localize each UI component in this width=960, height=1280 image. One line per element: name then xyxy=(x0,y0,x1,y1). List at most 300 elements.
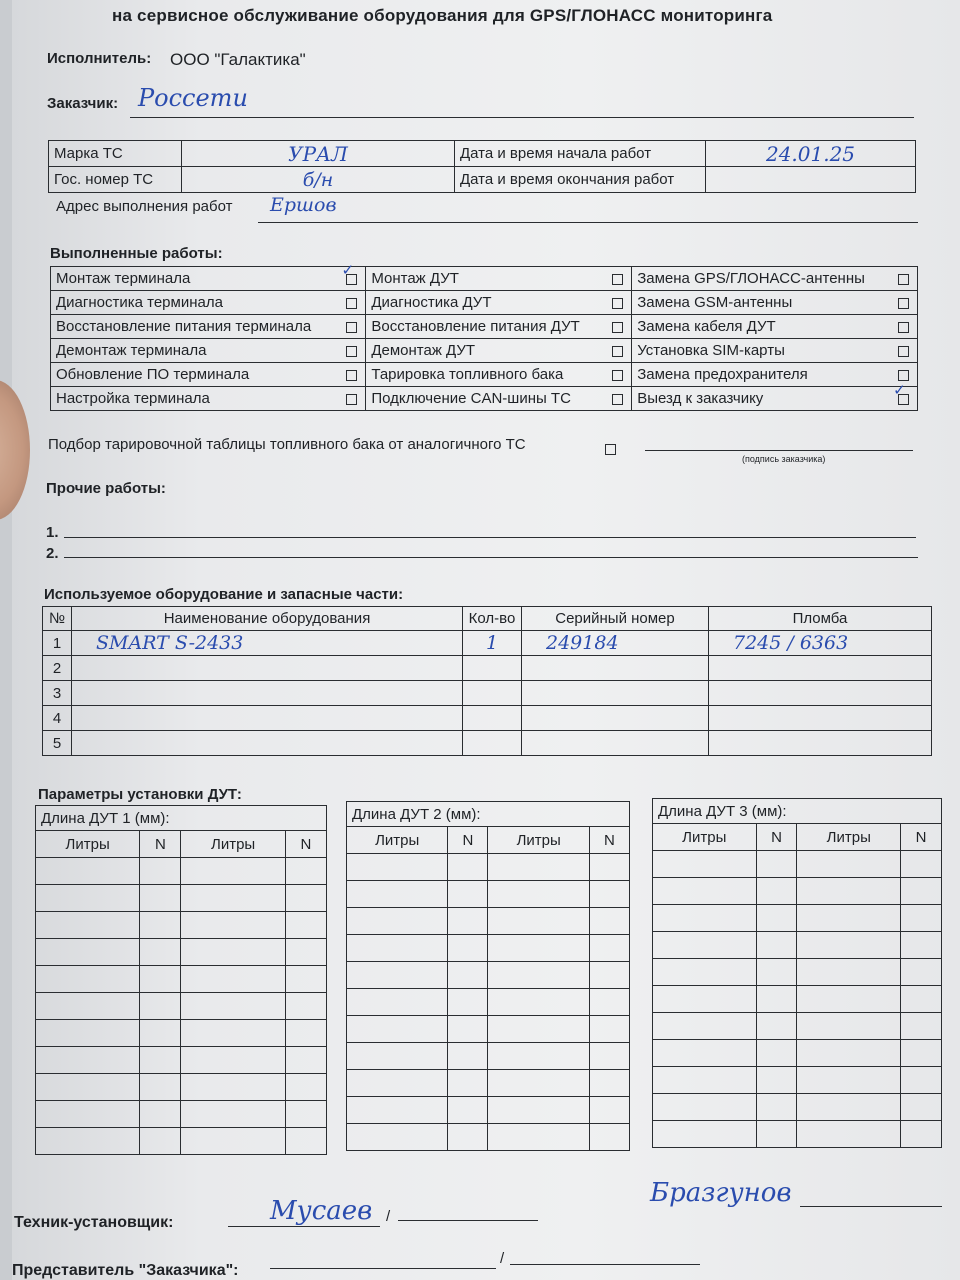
dut-header: N xyxy=(901,824,942,851)
work-checkbox[interactable] xyxy=(890,267,917,291)
dut-cell[interactable] xyxy=(347,989,448,1016)
work-label: Диагностика ДУТ xyxy=(366,291,605,315)
dut-cell[interactable] xyxy=(448,908,488,935)
work-checkbox[interactable] xyxy=(890,339,917,363)
dut-table-3 xyxy=(652,798,942,1148)
dut-cell[interactable] xyxy=(756,905,797,932)
checkmark-icon: ✓ xyxy=(341,262,355,279)
equip-cell-name[interactable] xyxy=(72,706,463,731)
dut-header: Литры xyxy=(488,827,589,854)
plate-label: Гос. номер ТС xyxy=(49,167,182,193)
dut-cell[interactable] xyxy=(285,1101,326,1128)
dut-header: Литры xyxy=(347,827,448,854)
checkbox-icon[interactable] xyxy=(898,298,909,309)
dut-cell[interactable] xyxy=(181,1101,285,1128)
work-checkbox[interactable] xyxy=(604,267,631,291)
dut-row xyxy=(347,1097,630,1124)
dut-cell[interactable] xyxy=(181,1020,285,1047)
customer-sign-line[interactable] xyxy=(645,450,913,451)
checkbox-icon[interactable] xyxy=(612,346,623,357)
dut-cell[interactable] xyxy=(140,858,181,885)
work-label: Восстановление питания ДУТ xyxy=(366,315,605,339)
dut-cell[interactable] xyxy=(448,1016,488,1043)
dut-cell[interactable] xyxy=(488,989,589,1016)
other-work-2-line[interactable] xyxy=(64,557,918,558)
second-sign-line[interactable] xyxy=(800,1206,942,1207)
dut-row xyxy=(653,932,942,959)
dut-cell[interactable] xyxy=(488,962,589,989)
dut-cell[interactable] xyxy=(140,885,181,912)
equip-cell-name[interactable]: SMART S-2433 xyxy=(72,631,463,656)
dut-cell[interactable] xyxy=(36,1101,140,1128)
dut-cell[interactable] xyxy=(797,1013,901,1040)
dut-cell[interactable] xyxy=(797,932,901,959)
work-checkbox[interactable] xyxy=(890,382,917,411)
dut-row xyxy=(653,1013,942,1040)
dut-table-1 xyxy=(35,805,327,1155)
works-heading: Выполненные работы: xyxy=(50,245,223,262)
technician-slash: / xyxy=(386,1208,391,1225)
equipment-table xyxy=(42,606,932,756)
equip-header-serial: Серийный номер xyxy=(522,607,709,631)
dut-cell[interactable] xyxy=(488,854,589,881)
table-row xyxy=(43,631,932,656)
dut-cell[interactable] xyxy=(285,858,326,885)
address-value[interactable]: Ершов xyxy=(270,194,337,216)
dut-cell[interactable] xyxy=(756,1040,797,1067)
dut-cell[interactable] xyxy=(901,986,942,1013)
checkbox-icon[interactable] xyxy=(898,346,909,357)
dut-cell[interactable] xyxy=(347,854,448,881)
equip-cell-seal[interactable] xyxy=(709,731,932,756)
dut-cell[interactable] xyxy=(488,1070,589,1097)
equip-header-number: № xyxy=(43,607,72,631)
dut-row xyxy=(653,851,942,878)
end-label: Дата и время окончания работ xyxy=(455,167,706,193)
executor-value: ООО "Галактика" xyxy=(170,50,306,69)
dut-cell[interactable] xyxy=(36,1128,140,1155)
work-label: Восстановление питания терминала xyxy=(51,315,339,339)
executor-label: Исполнитель: xyxy=(47,50,152,67)
checkbox-icon[interactable] xyxy=(898,274,909,285)
dut-cell[interactable] xyxy=(797,1067,901,1094)
equip-cell-qty[interactable] xyxy=(463,656,522,681)
dut-cell[interactable] xyxy=(181,966,285,993)
work-label: Установка SIM-карты xyxy=(632,339,890,363)
dut-cell[interactable] xyxy=(181,1074,285,1101)
dut-cell[interactable] xyxy=(756,986,797,1013)
dut-cell[interactable] xyxy=(285,1047,326,1074)
dut-cell[interactable] xyxy=(347,1097,448,1124)
checkbox-icon[interactable] xyxy=(898,322,909,333)
table-row xyxy=(43,656,932,681)
dut-cell[interactable] xyxy=(756,932,797,959)
dut-cell[interactable] xyxy=(797,986,901,1013)
start-label: Дата и время начала работ xyxy=(455,141,706,167)
dut-cell[interactable] xyxy=(901,1094,942,1121)
dut-cell[interactable] xyxy=(488,908,589,935)
checkbox-icon[interactable] xyxy=(346,298,357,309)
representative-slash: / xyxy=(500,1250,505,1267)
dut-cell[interactable] xyxy=(140,1020,181,1047)
equip-header-name: Наименование оборудования xyxy=(72,607,463,631)
dut-cell[interactable] xyxy=(36,1074,140,1101)
dut-cell[interactable] xyxy=(140,939,181,966)
dut-row xyxy=(36,1101,327,1128)
dut-cell[interactable] xyxy=(347,1043,448,1070)
checkbox-icon[interactable] xyxy=(612,274,623,285)
dut-cell[interactable] xyxy=(36,966,140,993)
dut-cell[interactable] xyxy=(347,1124,448,1151)
dut-cell[interactable] xyxy=(653,1013,757,1040)
dut-cell[interactable] xyxy=(756,1121,797,1148)
dut-header: N xyxy=(756,824,797,851)
calibration-checkbox[interactable] xyxy=(605,441,616,459)
dut-cell[interactable] xyxy=(285,993,326,1020)
work-checkbox[interactable] xyxy=(604,339,631,363)
dut-cell[interactable] xyxy=(901,1121,942,1148)
dut-cell[interactable] xyxy=(285,939,326,966)
work-label: Монтаж терминала xyxy=(51,267,339,291)
dut-cell[interactable] xyxy=(448,854,488,881)
dut-cell[interactable] xyxy=(36,912,140,939)
table-row xyxy=(43,731,932,756)
work-checkbox[interactable] xyxy=(604,387,631,411)
dut-cell[interactable] xyxy=(797,905,901,932)
checkbox-icon[interactable] xyxy=(346,394,357,405)
dut-row xyxy=(347,989,630,1016)
dut-cell[interactable] xyxy=(653,959,757,986)
dut-cell[interactable] xyxy=(181,993,285,1020)
dut-cell[interactable] xyxy=(285,1128,326,1155)
dut-cell[interactable] xyxy=(285,885,326,912)
dut-cell[interactable] xyxy=(901,878,942,905)
equip-cell-seal[interactable]: 7245 / 6363 xyxy=(709,631,932,656)
dut-cell[interactable] xyxy=(589,854,629,881)
work-label: Тарировка топливного бака xyxy=(366,363,605,387)
dut-cell[interactable] xyxy=(347,935,448,962)
dut-cell[interactable] xyxy=(285,1074,326,1101)
dut-table-2 xyxy=(346,801,630,1151)
vehicle-table xyxy=(48,140,916,193)
plate-value[interactable]: б/н xyxy=(182,167,455,193)
dut-cell[interactable] xyxy=(797,878,901,905)
checkbox-icon[interactable] xyxy=(612,298,623,309)
dut-heading: Параметры установки ДУТ: xyxy=(38,786,242,803)
equip-cell-n: 5 xyxy=(43,731,72,756)
dut-row xyxy=(653,1094,942,1121)
dut-cell[interactable] xyxy=(589,908,629,935)
dut-cell[interactable] xyxy=(653,986,757,1013)
checkbox-icon[interactable] xyxy=(612,370,623,381)
equip-cell-name[interactable] xyxy=(72,731,463,756)
dut-cell[interactable] xyxy=(901,1013,942,1040)
equip-cell-name[interactable] xyxy=(72,656,463,681)
dut-cell[interactable] xyxy=(653,905,757,932)
dut-cell[interactable] xyxy=(488,1016,589,1043)
dut-row xyxy=(347,1070,630,1097)
work-checkbox[interactable] xyxy=(339,262,366,291)
dut-cell[interactable] xyxy=(589,1043,629,1070)
dut-title: Длина ДУТ 1 (мм): xyxy=(36,806,327,831)
dut-header: Литры xyxy=(36,831,140,858)
dut-cell[interactable] xyxy=(448,962,488,989)
works-table xyxy=(50,262,918,411)
dut-row xyxy=(653,878,942,905)
dut-cell[interactable] xyxy=(181,1128,285,1155)
checkbox-icon[interactable] xyxy=(898,370,909,381)
checkbox-icon[interactable] xyxy=(612,394,623,405)
dut-cell[interactable] xyxy=(140,1047,181,1074)
dut-cell[interactable] xyxy=(448,989,488,1016)
dut-cell[interactable] xyxy=(901,851,942,878)
dut-row xyxy=(36,1128,327,1155)
dut-cell[interactable] xyxy=(488,1043,589,1070)
dut-cell[interactable] xyxy=(36,993,140,1020)
dut-row xyxy=(653,905,942,932)
work-label: Подключение CAN-шины ТС xyxy=(366,387,605,411)
dut-cell[interactable] xyxy=(347,908,448,935)
dut-header: N xyxy=(140,831,181,858)
dut-row xyxy=(653,1067,942,1094)
start-value[interactable]: 24.01.25 xyxy=(706,141,916,167)
work-label: Замена GSM-антенны xyxy=(632,291,890,315)
dut-cell[interactable] xyxy=(756,1094,797,1121)
checkbox-icon[interactable] xyxy=(346,322,357,333)
table-row xyxy=(43,706,932,731)
calibration-label: Подбор тарировочной таблицы топливного бака от аналогичного ТС xyxy=(48,436,526,453)
dut-cell[interactable] xyxy=(589,881,629,908)
dut-row xyxy=(36,1020,327,1047)
dut-row xyxy=(347,1043,630,1070)
equip-cell-seal[interactable] xyxy=(709,681,932,706)
address-label: Адрес выполнения работ xyxy=(56,198,233,215)
work-checkbox[interactable] xyxy=(339,363,366,387)
dut-cell[interactable] xyxy=(901,932,942,959)
dut-cell[interactable] xyxy=(448,1043,488,1070)
representative-name-line[interactable] xyxy=(510,1264,700,1265)
dut-cell[interactable] xyxy=(756,878,797,905)
dut-cell[interactable] xyxy=(181,885,285,912)
dut-row xyxy=(36,885,327,912)
dut-cell[interactable] xyxy=(36,885,140,912)
dut-cell[interactable] xyxy=(36,1020,140,1047)
dut-cell[interactable] xyxy=(653,851,757,878)
dut-cell[interactable] xyxy=(589,1016,629,1043)
address-underline xyxy=(258,222,918,223)
dut-cell[interactable] xyxy=(797,959,901,986)
customer-underline xyxy=(130,117,914,118)
dut-row xyxy=(347,881,630,908)
dut-cell[interactable] xyxy=(589,1070,629,1097)
work-checkbox[interactable] xyxy=(339,339,366,363)
dut-row xyxy=(347,908,630,935)
dut-cell[interactable] xyxy=(653,1067,757,1094)
dut-row xyxy=(653,1040,942,1067)
dut-row xyxy=(653,1121,942,1148)
brand-label: Марка ТС xyxy=(49,141,182,167)
dut-cell[interactable] xyxy=(448,1097,488,1124)
work-label: Демонтаж терминала xyxy=(51,339,339,363)
equip-cell-serial[interactable]: 249184 xyxy=(522,631,709,656)
equip-cell-n: 2 xyxy=(43,656,72,681)
checkbox-icon[interactable] xyxy=(346,346,357,357)
dut-cell[interactable] xyxy=(140,1074,181,1101)
dut-row xyxy=(347,935,630,962)
dut-row xyxy=(347,854,630,881)
dut-title: Длина ДУТ 2 (мм): xyxy=(347,802,630,827)
dut-cell[interactable] xyxy=(488,935,589,962)
equip-cell-serial[interactable] xyxy=(522,731,709,756)
dut-cell[interactable] xyxy=(140,966,181,993)
dut-header: N xyxy=(589,827,629,854)
dut-header: Литры xyxy=(181,831,285,858)
dut-row xyxy=(653,986,942,1013)
work-checkbox[interactable] xyxy=(339,291,366,315)
dut-cell[interactable] xyxy=(347,881,448,908)
second-technician-signature: Бразгунов xyxy=(650,1178,792,1208)
dut-cell[interactable] xyxy=(653,932,757,959)
dut-cell[interactable] xyxy=(140,912,181,939)
dut-cell[interactable] xyxy=(448,1124,488,1151)
equip-cell-n: 1 xyxy=(43,631,72,656)
brand-value[interactable]: УРАЛ xyxy=(182,141,455,167)
technician-sign-line[interactable] xyxy=(228,1226,380,1227)
work-checkbox[interactable] xyxy=(604,315,631,339)
dut-cell[interactable] xyxy=(448,935,488,962)
dut-cell[interactable] xyxy=(901,1040,942,1067)
dut-cell[interactable] xyxy=(653,878,757,905)
equip-cell-serial[interactable] xyxy=(522,681,709,706)
dut-cell[interactable] xyxy=(756,1013,797,1040)
dut-cell[interactable] xyxy=(589,962,629,989)
dut-row xyxy=(36,858,327,885)
work-checkbox[interactable] xyxy=(604,291,631,315)
dut-header: N xyxy=(285,831,326,858)
dut-cell[interactable] xyxy=(448,1070,488,1097)
dut-row xyxy=(653,959,942,986)
work-checkbox[interactable] xyxy=(339,315,366,339)
customer-sign-caption: (подпись заказчика) xyxy=(742,454,826,464)
document-title: на сервисное обслуживание оборудования для GPS/ГЛОНАСС мониторинга xyxy=(112,6,773,25)
dut-cell[interactable] xyxy=(285,966,326,993)
dut-cell[interactable] xyxy=(589,1124,629,1151)
dut-cell[interactable] xyxy=(901,959,942,986)
table-row xyxy=(43,681,932,706)
dut-header: Литры xyxy=(797,824,901,851)
dut-cell[interactable] xyxy=(181,912,285,939)
dut-cell[interactable] xyxy=(347,962,448,989)
dut-row xyxy=(36,1074,327,1101)
customer-value[interactable]: Россети xyxy=(138,84,248,112)
other-work-2-number: 2. xyxy=(46,545,59,562)
dut-cell[interactable] xyxy=(140,1128,181,1155)
technician-signature: Мусаев xyxy=(270,1196,373,1226)
work-checkbox[interactable] xyxy=(604,363,631,387)
dut-cell[interactable] xyxy=(285,912,326,939)
dut-cell[interactable] xyxy=(181,1047,285,1074)
equip-cell-name[interactable] xyxy=(72,681,463,706)
end-value[interactable] xyxy=(706,167,916,193)
dut-cell[interactable] xyxy=(589,989,629,1016)
checkbox-icon[interactable] xyxy=(346,370,357,381)
dut-cell[interactable] xyxy=(140,1101,181,1128)
equip-cell-qty[interactable] xyxy=(463,706,522,731)
work-checkbox[interactable] xyxy=(890,315,917,339)
dut-cell[interactable] xyxy=(181,858,285,885)
dut-cell[interactable] xyxy=(756,959,797,986)
equip-cell-n: 4 xyxy=(43,706,72,731)
equip-cell-seal[interactable] xyxy=(709,706,932,731)
dut-row xyxy=(36,993,327,1020)
dut-cell[interactable] xyxy=(347,1070,448,1097)
dut-row xyxy=(36,939,327,966)
dut-cell[interactable] xyxy=(36,858,140,885)
dut-cell[interactable] xyxy=(797,851,901,878)
dut-cell[interactable] xyxy=(140,993,181,1020)
equip-cell-serial[interactable] xyxy=(522,656,709,681)
dut-cell[interactable] xyxy=(901,905,942,932)
representative-sign-line[interactable] xyxy=(270,1268,496,1269)
dut-cell[interactable] xyxy=(653,1094,757,1121)
dut-row xyxy=(36,912,327,939)
work-checkbox[interactable] xyxy=(339,387,366,411)
dut-cell[interactable] xyxy=(488,881,589,908)
dut-row xyxy=(36,1047,327,1074)
dut-cell[interactable] xyxy=(797,1040,901,1067)
dut-row xyxy=(347,962,630,989)
work-label: Замена GPS/ГЛОНАСС-антенны xyxy=(632,267,890,291)
dut-cell[interactable] xyxy=(36,939,140,966)
dut-cell[interactable] xyxy=(756,851,797,878)
dut-row xyxy=(36,966,327,993)
dut-cell[interactable] xyxy=(36,1047,140,1074)
dut-cell[interactable] xyxy=(488,1124,589,1151)
work-label: Обновление ПО терминала xyxy=(51,363,339,387)
work-label: Настройка терминала xyxy=(51,387,339,411)
equip-cell-serial[interactable] xyxy=(522,706,709,731)
dut-row xyxy=(347,1124,630,1151)
other-work-1-line[interactable] xyxy=(64,537,916,538)
customer-label: Заказчик: xyxy=(47,95,119,112)
work-label: Монтаж ДУТ xyxy=(366,267,605,291)
work-checkbox[interactable] xyxy=(890,291,917,315)
other-works-heading: Прочие работы: xyxy=(46,480,166,497)
dut-cell[interactable] xyxy=(285,1020,326,1047)
checkmark-icon: ✓ xyxy=(893,382,906,399)
checkbox-icon[interactable] xyxy=(612,322,623,333)
dut-cell[interactable] xyxy=(488,1097,589,1124)
dut-cell[interactable] xyxy=(448,881,488,908)
dut-cell[interactable] xyxy=(653,1121,757,1148)
equip-cell-qty[interactable] xyxy=(463,731,522,756)
equip-cell-seal[interactable] xyxy=(709,656,932,681)
dut-cell[interactable] xyxy=(589,935,629,962)
dut-cell[interactable] xyxy=(589,1097,629,1124)
equip-cell-qty[interactable]: 1 xyxy=(463,631,522,656)
equip-cell-qty[interactable] xyxy=(463,681,522,706)
technician-name-line[interactable] xyxy=(398,1220,538,1221)
dut-cell[interactable] xyxy=(347,1016,448,1043)
dut-cell[interactable] xyxy=(797,1121,901,1148)
dut-cell[interactable] xyxy=(756,1067,797,1094)
work-label: Демонтаж ДУТ xyxy=(366,339,605,363)
dut-cell[interactable] xyxy=(181,939,285,966)
dut-cell[interactable] xyxy=(797,1094,901,1121)
dut-cell[interactable] xyxy=(653,1040,757,1067)
dut-title: Длина ДУТ 3 (мм): xyxy=(653,799,942,824)
dut-cell[interactable] xyxy=(901,1067,942,1094)
